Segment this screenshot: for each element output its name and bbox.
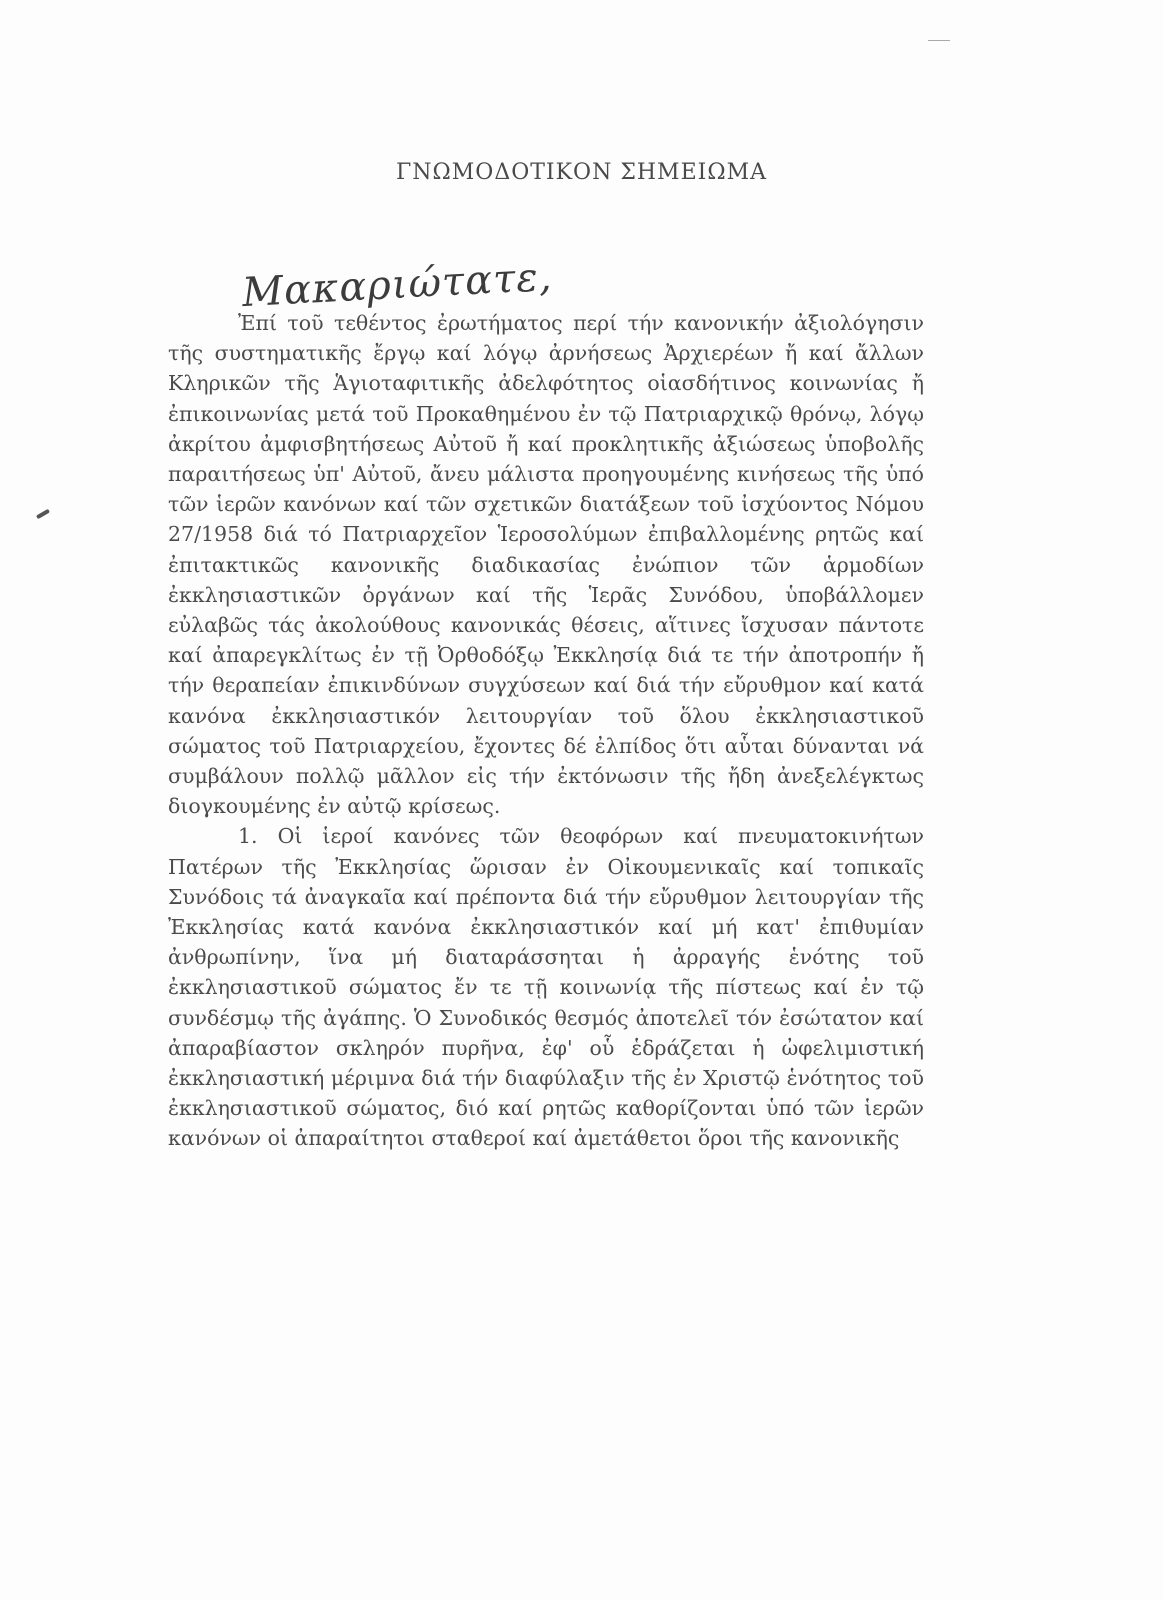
scan-artifact <box>928 40 950 41</box>
document-body <box>168 308 924 1154</box>
margin-mark <box>36 509 50 519</box>
paragraph-1: 1. Οἱ ἱεροί κανόνες τῶν θεοφόρων καί πνευματοκινήτων Πατέρων τῆς Ἐκκλησίας ὥρισαν ἐν Οἰκουμενικαῖς καί τοπικαῖς Συνόδοις τά ἀναγκαῖα καί πρέποντα διά τήν εὔρυθμον λειτουργίαν τῆς Ἐκκλησίας κατά κανόνα ἐκκλησιαστικόν καί μή κατ' ἐπιθυμίαν ἀνθρωπίνην, ἵνα μή διαταράσσηται ἡ ἀρραγής ἑνότης τοῦ ἐκκλησιαστικοῦ σώματος ἔν τε τῇ κοινωνίᾳ τῆς πίστεως καί ἐν τῷ συνδέσμῳ τῆς ἀγάπης. Ὁ Συνοδικός θεσμός ἀποτελεῖ τόν ἐσώτατον καί ἀπαραβίαστον σκληρόν πυρῆνα, ἐφ' οὗ ἑδράζεται ἡ ὠφελιμιστική ἐκκλησιαστική μέριμνα διά τήν διαφύλαξιν τῆς ἐν Χριστῷ ἑνότητος τοῦ ἐκκλησιαστικοῦ σώματος, διό καί ρητῶς καθορίζονται ὑπό τῶν ἱερῶν κανόνων οἱ ἀπαραίτητοι σταθεροί καί ἀμετάθετοι ὅροι τῆς κανονικῆς <box>168 824 924 1151</box>
document-title: ΓΝΩΜΟΔΟΤΙΚΟΝ ΣΗΜΕΙΩΜΑ <box>396 160 767 185</box>
handwritten-salutation: Μακαριώτατε, <box>241 253 554 317</box>
paragraph-intro: Ἐπί τοῦ τεθέντος ἐρωτήματος περί τήν κανονικήν ἀξιολόγησιν τῆς συστηματικῆς ἔργῳ καί λόγῳ ἀρνήσεως Ἀρχιερέων ἤ καί ἄλλων Κληρικῶν τῆς Ἁγιοταφιτικῆς ἀδελφότητος οἱασδήτινος κοινωνίας ἤ ἐπικοινωνίας μετά τοῦ Προκαθημένου ἐν τῷ Πατριαρχικῷ θρόνῳ, λόγῳ ἀκρίτου ἀμφισβητήσεως Αὐτοῦ ἤ καί προκλητικῆς ἀξιώσεως ὑποβολῆς παραιτήσεως ὑπ' Αὐτοῦ, ἄνευ μάλιστα προηγουμένης κινήσεως τῆς ὑπό τῶν ἱερῶν κανόνων καί τῶν σχετικῶν διατάξεων τοῦ ἰσχύοντος Νόμου 27/1958 διά τό Πατριαρχεῖον Ἱεροσολύμων ἐπιβαλλομένης ρητῶς καί ἐπιτακτικῶς κανονικῆς διαδικασίας ἐνώπιον τῶν ἁρμοδίων ἐκκλησιαστικῶν ὀργάνων καί τῆς Ἱερᾶς Συνόδου, ὑποβάλλομεν εὐλαβῶς τάς ἀκολούθους κανονικάς θέσεις, αἵτινες ἴσχυσαν πάντοτε καί ἀπαρεγκλίτως ἐν τῇ Ὀρθοδόξῳ Ἐκκλησίᾳ διά τε τήν ἀποτροπήν ἤ τήν θεραπείαν ἐπικινδύνων συγχύσεων καί διά τήν εὔρυθμον καί κατά κανόνα ἐκκλησιαστικόν λειτουργίαν τοῦ ὅλου ἐκκλησιαστικοῦ σώματος τοῦ Πατριαρχείου, ἔχοντες δέ ἐλπίδος ὅτι αὗται δύνανται νά συμβάλουν πολλῷ μᾶλλον εἰς τήν ἐκτόνωσιν τῆς ἤδη ἀνεξελέγκτως διογκουμένης ἐν αὐτῷ κρίσεως. <box>168 311 924 819</box>
